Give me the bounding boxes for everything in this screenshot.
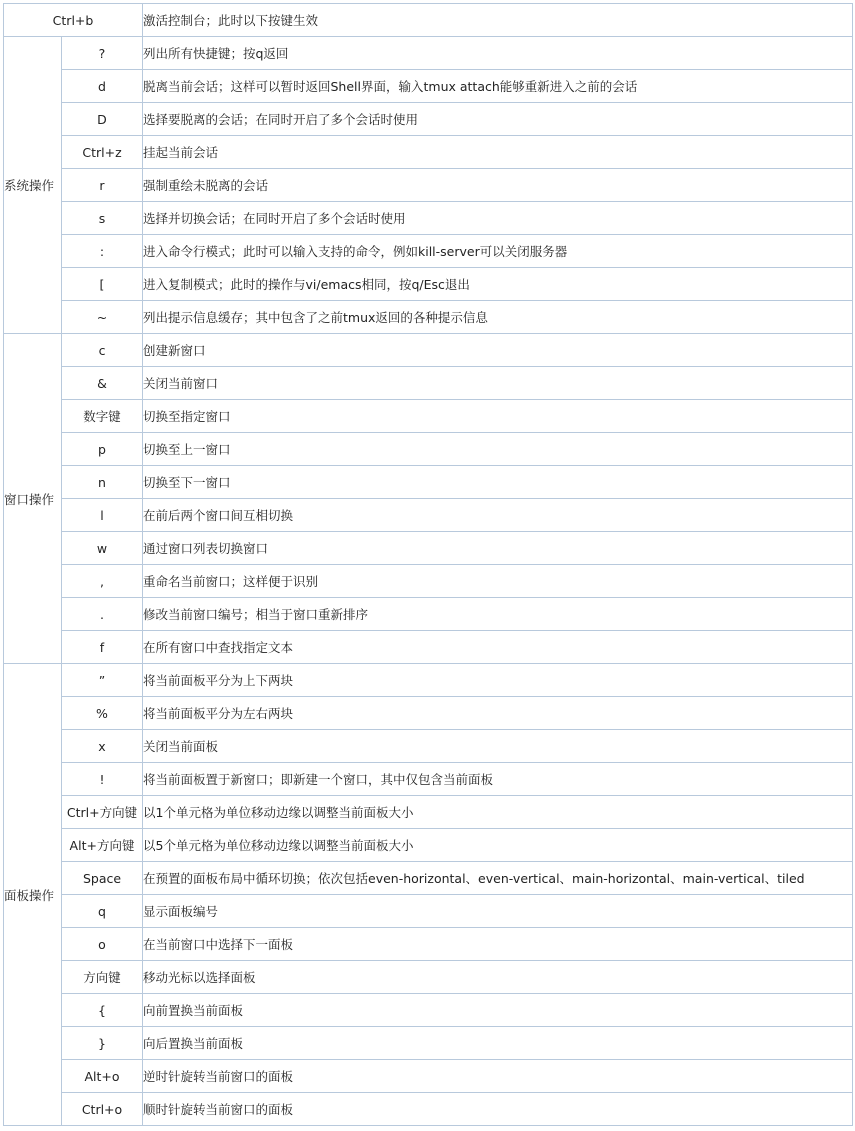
description-cell: 选择要脱离的会话；在同时开启了多个会话时使用: [143, 103, 853, 136]
shortcut-table-body: [4, 4, 853, 1126]
key-cell: [: [62, 268, 143, 301]
description-cell: 挂起当前会话: [143, 136, 853, 169]
table-row: [4, 829, 853, 862]
table-row: [4, 136, 853, 169]
description-cell: 关闭当前窗口: [143, 367, 853, 400]
description-cell: 将当前面板平分为左右两块: [143, 697, 853, 730]
table-row: [4, 862, 853, 895]
table-row: [4, 400, 853, 433]
table-row: [4, 796, 853, 829]
key-cell: ”: [62, 664, 143, 697]
description-cell: 移动光标以选择面板: [143, 961, 853, 994]
key-cell: n: [62, 466, 143, 499]
key-cell: Space: [62, 862, 143, 895]
table-row: [4, 1060, 853, 1093]
description-cell: 修改当前窗口编号；相当于窗口重新排序: [143, 598, 853, 631]
description-cell: 选择并切换会话；在同时开启了多个会话时使用: [143, 202, 853, 235]
table-row: [4, 301, 853, 334]
key-cell: D: [62, 103, 143, 136]
key-cell: l: [62, 499, 143, 532]
description-cell: 列出所有快捷键；按q返回: [143, 37, 853, 70]
key-cell: %: [62, 697, 143, 730]
key-cell: ,: [62, 565, 143, 598]
key-cell: Alt+方向键: [62, 829, 143, 862]
key-cell: Ctrl+z: [62, 136, 143, 169]
key-cell: s: [62, 202, 143, 235]
prefix-key-cell: Ctrl+b: [4, 4, 143, 37]
table-row: [4, 961, 853, 994]
table-row: [4, 763, 853, 796]
description-cell: 顺时针旋转当前窗口的面板: [143, 1093, 853, 1126]
key-cell: {: [62, 994, 143, 1027]
table-row: [4, 697, 853, 730]
shortcut-table: [3, 3, 853, 1126]
description-cell: 进入复制模式；此时的操作与vi/emacs相同，按q/Esc退出: [143, 268, 853, 301]
table-row: [4, 334, 853, 367]
table-row: [4, 631, 853, 664]
key-cell: 方向键: [62, 961, 143, 994]
key-cell: q: [62, 895, 143, 928]
description-cell: 将当前面板平分为上下两块: [143, 664, 853, 697]
table-row: [4, 565, 853, 598]
description-cell: 创建新窗口: [143, 334, 853, 367]
key-cell: Ctrl+方向键: [62, 796, 143, 829]
description-cell: 在前后两个窗口间互相切换: [143, 499, 853, 532]
table-row: [4, 598, 853, 631]
key-cell: Ctrl+o: [62, 1093, 143, 1126]
key-cell: f: [62, 631, 143, 664]
key-cell: x: [62, 730, 143, 763]
description-cell: 重命名当前窗口；这样便于识别: [143, 565, 853, 598]
key-cell: c: [62, 334, 143, 367]
table-row: [4, 367, 853, 400]
description-cell: 切换至上一窗口: [143, 433, 853, 466]
key-cell: d: [62, 70, 143, 103]
table-row: [4, 433, 853, 466]
description-cell: 在当前窗口中选择下一面板: [143, 928, 853, 961]
description-cell: 在所有窗口中查找指定文本: [143, 631, 853, 664]
description-cell: 通过窗口列表切换窗口: [143, 532, 853, 565]
table-row: [4, 730, 853, 763]
description-cell: 将当前面板置于新窗口；即新建一个窗口，其中仅包含当前面板: [143, 763, 853, 796]
description-cell: 关闭当前面板: [143, 730, 853, 763]
table-row: [4, 499, 853, 532]
prefix-desc-cell: 激活控制台；此时以下按键生效: [143, 4, 853, 37]
table-row: [4, 103, 853, 136]
key-cell: :: [62, 235, 143, 268]
table-row: [4, 466, 853, 499]
table-row-header-key: [4, 4, 853, 37]
key-cell: o: [62, 928, 143, 961]
table-row: [4, 202, 853, 235]
table-row: [4, 928, 853, 961]
table-row: [4, 70, 853, 103]
key-cell: &: [62, 367, 143, 400]
key-cell: }: [62, 1027, 143, 1060]
table-row: [4, 532, 853, 565]
table-row: [4, 664, 853, 697]
description-cell: 向前置换当前面板: [143, 994, 853, 1027]
description-cell: 以1个单元格为单位移动边缘以调整当前面板大小: [143, 796, 853, 829]
table-row: [4, 268, 853, 301]
description-cell: 向后置换当前面板: [143, 1027, 853, 1060]
description-cell: 逆时针旋转当前窗口的面板: [143, 1060, 853, 1093]
key-cell: 数字键: [62, 400, 143, 433]
table-row: [4, 994, 853, 1027]
description-cell: 以5个单元格为单位移动边缘以调整当前面板大小: [143, 829, 853, 862]
category-cell: 窗口操作: [4, 334, 62, 664]
description-cell: 切换至指定窗口: [143, 400, 853, 433]
table-row: [4, 1093, 853, 1126]
description-cell: 切换至下一窗口: [143, 466, 853, 499]
description-cell: 强制重绘未脱离的会话: [143, 169, 853, 202]
key-cell: .: [62, 598, 143, 631]
key-cell: w: [62, 532, 143, 565]
table-row: [4, 169, 853, 202]
key-cell: r: [62, 169, 143, 202]
category-cell: 面板操作: [4, 664, 62, 1126]
description-cell: 显示面板编号: [143, 895, 853, 928]
description-cell: 进入命令行模式；此时可以输入支持的命令，例如kill-server可以关闭服务器: [143, 235, 853, 268]
key-cell: p: [62, 433, 143, 466]
key-cell: ?: [62, 37, 143, 70]
table-row: [4, 235, 853, 268]
description-cell: 列出提示信息缓存；其中包含了之前tmux返回的各种提示信息: [143, 301, 853, 334]
key-cell: ~: [62, 301, 143, 334]
category-cell: 系统操作: [4, 37, 62, 334]
table-row: [4, 1027, 853, 1060]
key-cell: !: [62, 763, 143, 796]
table-row: [4, 37, 853, 70]
description-cell: 在预置的面板布局中循环切换；依次包括even-horizontal、even-vertical、main-horizontal、main-vertical、tiled: [143, 862, 853, 895]
key-cell: Alt+o: [62, 1060, 143, 1093]
description-cell: 脱离当前会话；这样可以暂时返回Shell界面，输入tmux attach能够重新进入之前的会话: [143, 70, 853, 103]
table-row: [4, 895, 853, 928]
